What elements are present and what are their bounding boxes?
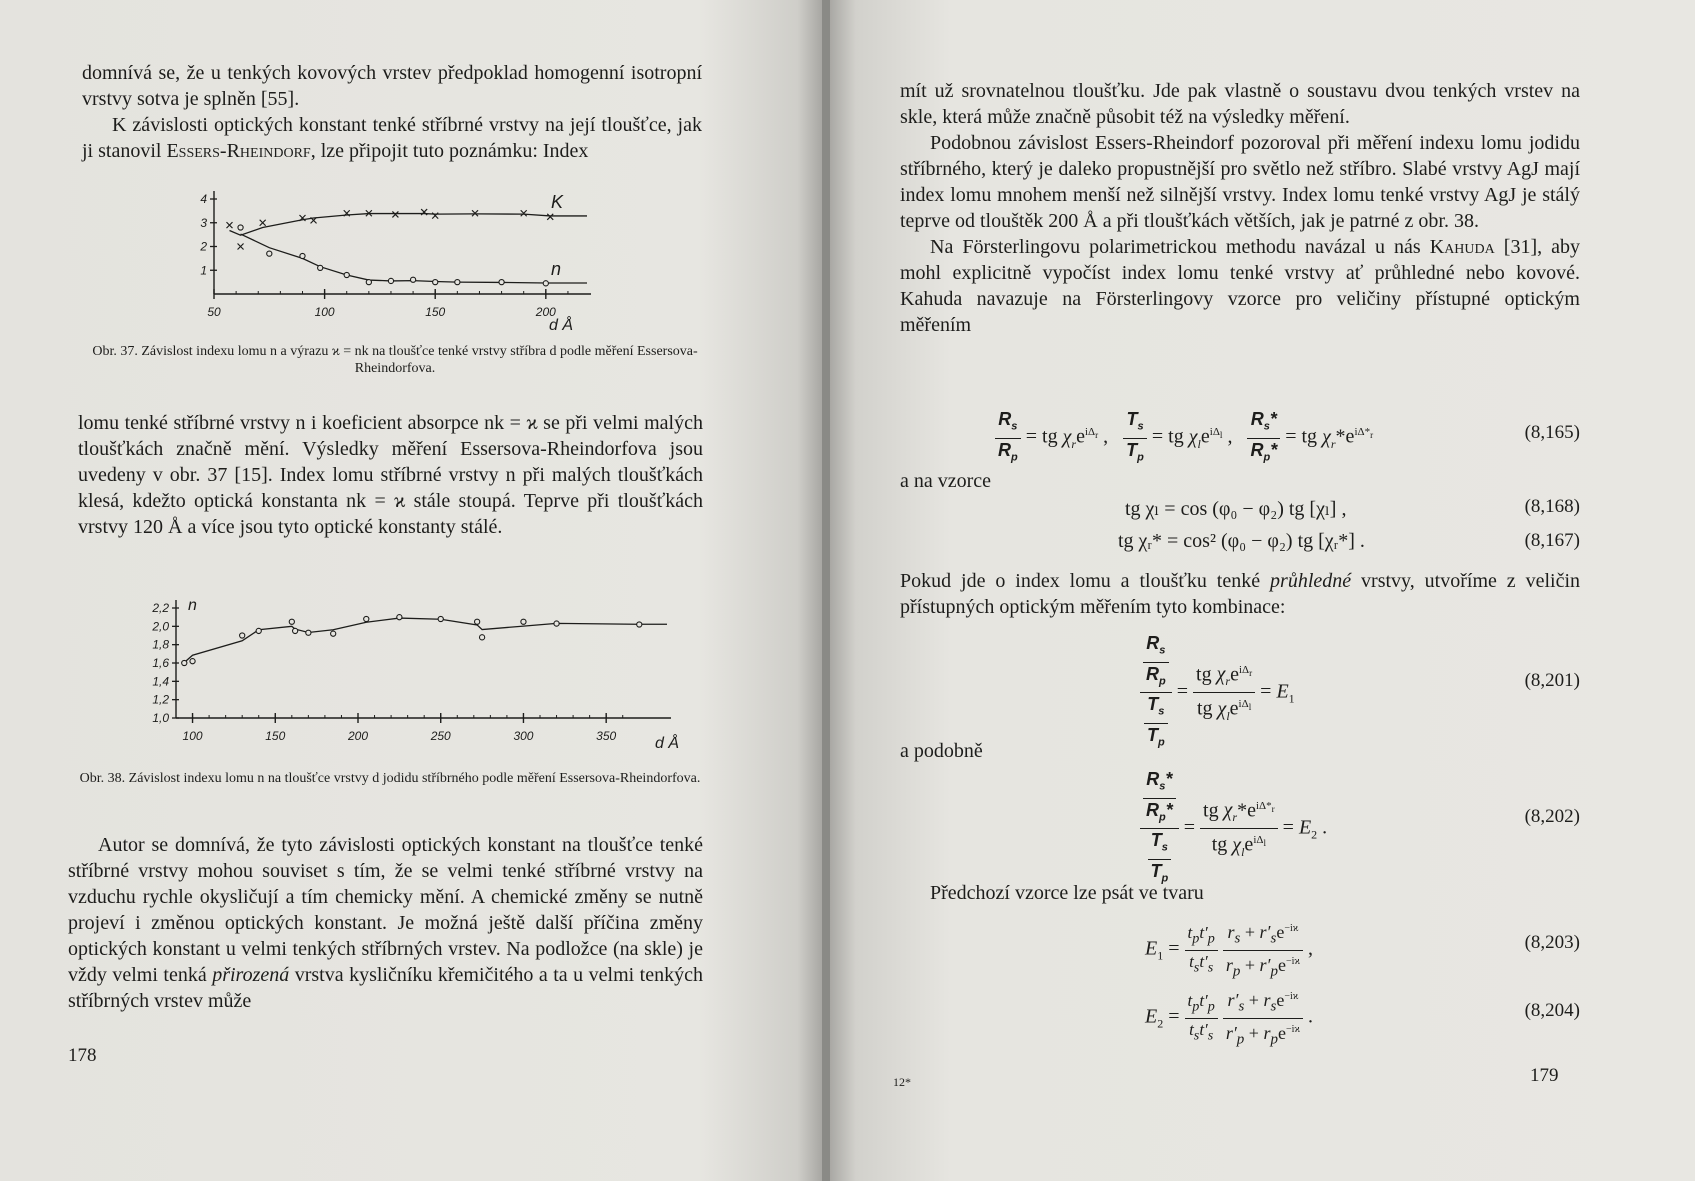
left-paragraph-2-author: Essers-Rheindorf [166,140,311,162]
right-paragraph-1: mít už srovnatelnou tloušťku. Jde pak vlastně o soustavu dvou tenkých vrstev na skle, která může značně působit též na výsledky měření. [900,80,1580,128]
series-n-point [318,265,323,270]
series-n-point [455,280,460,285]
equation-8168-text: tg χₗ = cos (φ₀ − φ₂) tg [χₗ] , [1125,498,1347,520]
left-page-number: 178 [68,1045,97,1066]
x-axis-label: d Å [655,735,680,752]
x-axis-label: d Å [549,317,574,333]
equation-8202-number: (8,202) [1524,806,1580,827]
right-paragraph-3-end: [31], aby mohl explicitně vypočíst index lomu tenké vrstvy ať průhledné nebo kovové. Kahuda navazuje na Försterlingovy vzorce pro veličiny přístupné optickým měřením [900,236,1581,336]
series-n-point [190,659,195,664]
figure-37-curves [229,214,587,283]
figure-37-caption: Obr. 37. Závislost indexu lomu n a výrazu ϰ = nk na tloušťce tenké vrstvy stříbra d podle měření Essersova-Rheindorfova. [92,344,698,376]
y-tick-label: 3 [200,215,207,230]
right-paragraph-4-start: Pokud jde o index lomu a tloušťku tenké [900,570,1271,592]
figure-38-marks [182,615,642,666]
y-tick-label: 2,0 [152,619,169,634]
right-paragraph-3 [900,234,1580,338]
left-paragraph-3: lomu tenké stříbrné vrstvy n i koeficient absorpce nk = ϰ se při velmi malých tloušťkách značně mění. Výsledky měření Essersova-Rheindorfova jsou uvedeny v obr. 37 [15]. Index lomu stříbrné vrstvy n při malých tloušťkách klesá, kdežto optická konstanta nk = ϰ stále stoupá. Teprve při tloušťkách vrstvy 120 Å a více jsou tyto optické konstanty stálé. [78,412,703,538]
series-n-point [637,622,642,627]
series-K-point [226,222,232,228]
equation-8204-number: (8,204) [1524,1000,1580,1021]
series-n-curve [184,618,667,662]
series-n-point [499,280,504,285]
equation-8168-number: (8,168) [1524,496,1580,517]
series-n-point [554,621,559,626]
equation-8165: $\frac{R_s}{R_p}$ = tg $\chi_re^{i\Delta_r}$ , $\frac{T_s}{T_p}$ = tg $\chi_le^{i\Delta_l}$ , $\frac{R_s*}{R_p*}$ = tg $\chi_r*e^{i\Delta*_r}$ (8,165) [900,408,1580,458]
right-paragraph-3-author: Kahuda [1429,236,1495,258]
equation-8167 [900,524,1580,554]
series-n-point [240,633,245,638]
series-K-point [547,214,553,220]
x-tick-label: 200 [535,305,556,319]
left-paragraph-4 [68,832,703,1014]
series-n-point [364,616,369,621]
series-n-point [475,619,480,624]
right-text-middle [900,568,1580,620]
right-text-top [900,78,1580,338]
series-n-point [267,251,272,256]
equation-8204: $E_2$ = $\frac{t_pt'_p}{t_st'_s}$ $\frac{r'_s + r_se^{-iϰ}}{r'_p + r_pe^{-iϰ}}$ . (8,204) [900,986,1580,1036]
series-K-point [392,211,398,217]
left-text-middle [78,410,703,540]
equation-8167-text: tg χᵣ* = cos² (φ₀ − φ₂) tg [χᵣ*] . [1118,530,1365,552]
y-tick-label: 1 [200,263,207,278]
figure-37-marks [226,209,553,286]
series-n-point [306,630,311,635]
series-n-point [433,280,438,285]
equation-8201-number: (8,201) [1524,670,1580,691]
left-paragraph-2-end: , lze připojit tuto poznámku: Index [310,140,589,162]
right-paragraph-4 [900,568,1580,620]
equation-8202: $\frac{\frac{R_s*}{R_p*}}{\frac{T_s}{T_p}}$ = $\frac{tg \chi_r*e^{i\Delta*_r}}{tg \chi_le^{i\Delta_l}}$ = $E_2$ . (8,202) [900,768,1580,868]
y-tick-label: 1,4 [152,674,169,689]
x-tick-label: 100 [182,729,203,743]
series-n-point [397,615,402,620]
y-tick-label: 1,0 [152,711,169,725]
text-a-podobne: a podobně [900,740,983,762]
equation-8203: $E_1$ = $\frac{t_pt'_p}{t_st'_s}$ $\frac{r_s + r'_se^{-iϰ}}{r_p + r'_pe^{-iϰ}}$ , (8,203) [900,918,1580,968]
figure-38-ticklabels [151,597,679,752]
equation-8167-number: (8,167) [1524,530,1580,551]
x-tick-label: 200 [347,729,369,743]
x-tick-label: 100 [314,305,335,319]
series-label-K: K [551,191,564,212]
x-tick-label: 350 [596,729,617,743]
left-paragraph-4-end: vrstva kysličníku křemičitého a ta u velmi tenkých stříbrných vrstev může [68,964,703,1012]
left-paragraph-4-italic: přirozená [212,964,290,986]
series-n-point [300,253,305,258]
x-tick-label: 250 [430,729,451,743]
series-K-point [238,244,244,250]
figure-38-chart [140,590,700,755]
series-n-point [410,277,415,282]
right-page [830,0,1695,1181]
y-tick-label: 2 [200,239,207,254]
signature-mark: 12* [893,1075,911,1089]
equation-8201: $\frac{\frac{R_s}{R_p}}{\frac{T_s}{T_p}}$ = $\frac{tg \chi_re^{i\Delta_r}}{tg \chi_le^{i\Delta_l}}$ = $E_1$ (8,201) [900,632,1580,732]
y-tick-label: 4 [200,192,207,206]
y-tick-label: 1,2 [152,692,169,707]
series-n-point [438,616,443,621]
equation-8168 [900,490,1580,520]
left-page [0,0,822,1181]
right-page-number: 179 [1530,1065,1559,1086]
right-paragraph-3-start: Na Försterlingovu polarimetrickou methodu navázal u nás [930,236,1430,258]
text-a-na-vzorce: a na vzorce [900,470,992,492]
series-n-point [293,628,298,633]
left-paragraph-2 [82,112,702,164]
y-tick-label: 2,2 [152,601,169,615]
figure-38-caption: Obr. 38. Závislost indexu lomu n na tloušťce vrstvy d jodidu stříbrného podle měření Essersova-Rheindorfova. [79,771,701,786]
right-paragraph-4-italic: průhledné [1270,570,1352,592]
left-text-bottom [68,832,703,1014]
equation-8203-number: (8,203) [1524,932,1580,953]
equation-8165-number: (8,165) [1524,422,1580,443]
series-n-point [543,281,548,286]
series-K-point [521,210,527,216]
series-n-point [238,225,243,230]
left-text-top [82,60,702,164]
right-paragraph-2: Podobnou závislost Essers-Rheindorf pozoroval při měření indexu lomu jodidu stříbrného, který je daleko propustnější pro světlo než stříbro. Slabé vrstvy AgJ mají index lomu mnohem menší než silnější vrstvy. Index lomu tenké vrstvy AgJ je stálý teprve od tlouštěk 200 Å a při tloušťkách větších, jak je patrné z obr. 38. [900,132,1580,232]
left-paragraph-2-start: K závislosti optických konstant tenké stříbrné vrstvy na její tloušťce, jak ji stanovil [82,114,702,162]
series-K-curve [229,214,587,236]
series-n-point [388,278,393,283]
left-paragraph-1: domnívá se, že u tenkých kovových vrstev předpoklad homogenní isotropní vrstvy sotva je splněn [55]. [82,62,702,110]
series-label-n: n [551,259,562,280]
series-n-curve [241,234,587,283]
x-tick-label: 150 [265,729,286,743]
series-n-point [289,619,294,624]
y-tick-label: 1,8 [152,637,169,652]
x-tick-label: 50 [207,305,221,319]
series-n-point [331,631,336,636]
y-tick-label: 1,6 [152,656,169,670]
x-tick-label: 300 [513,729,534,743]
left-paragraph-4-start: Autor se domnívá, že tyto závislosti optických konstant na tloušťce tenké stříbrné vrstvy mohou souviset s tím, že se velmi tenké stříbrné vrstvy na vzduchu rychle okysličují a tím chemicky mění. A chemické změny se nutně projeví i změnou optických konstant. Je možná ještě další příčina změny optických konstant u velmi tenkých stříbrných vrstev. Na podložce (na skle) je vždy velmi tenká [68,834,703,986]
series-n-point [182,660,187,665]
x-tick-label: 150 [425,305,446,319]
figure-37-chart [190,183,640,333]
series-n-point [479,635,484,640]
figure-38-curves [184,618,667,662]
series-n-point [521,619,526,624]
right-paragraph-4-end: vrstvy, utvoříme z veličin přístupných optickým měřením tyto kombinace: [900,570,1581,618]
series-n-point [344,272,349,277]
series-n-point [366,280,371,285]
series-K-point [260,220,266,226]
y-axis-label: n [188,597,197,614]
series-n-point [256,628,261,633]
text-predchozi: Předchozí vzorce lze psát ve tvaru [930,882,1204,904]
